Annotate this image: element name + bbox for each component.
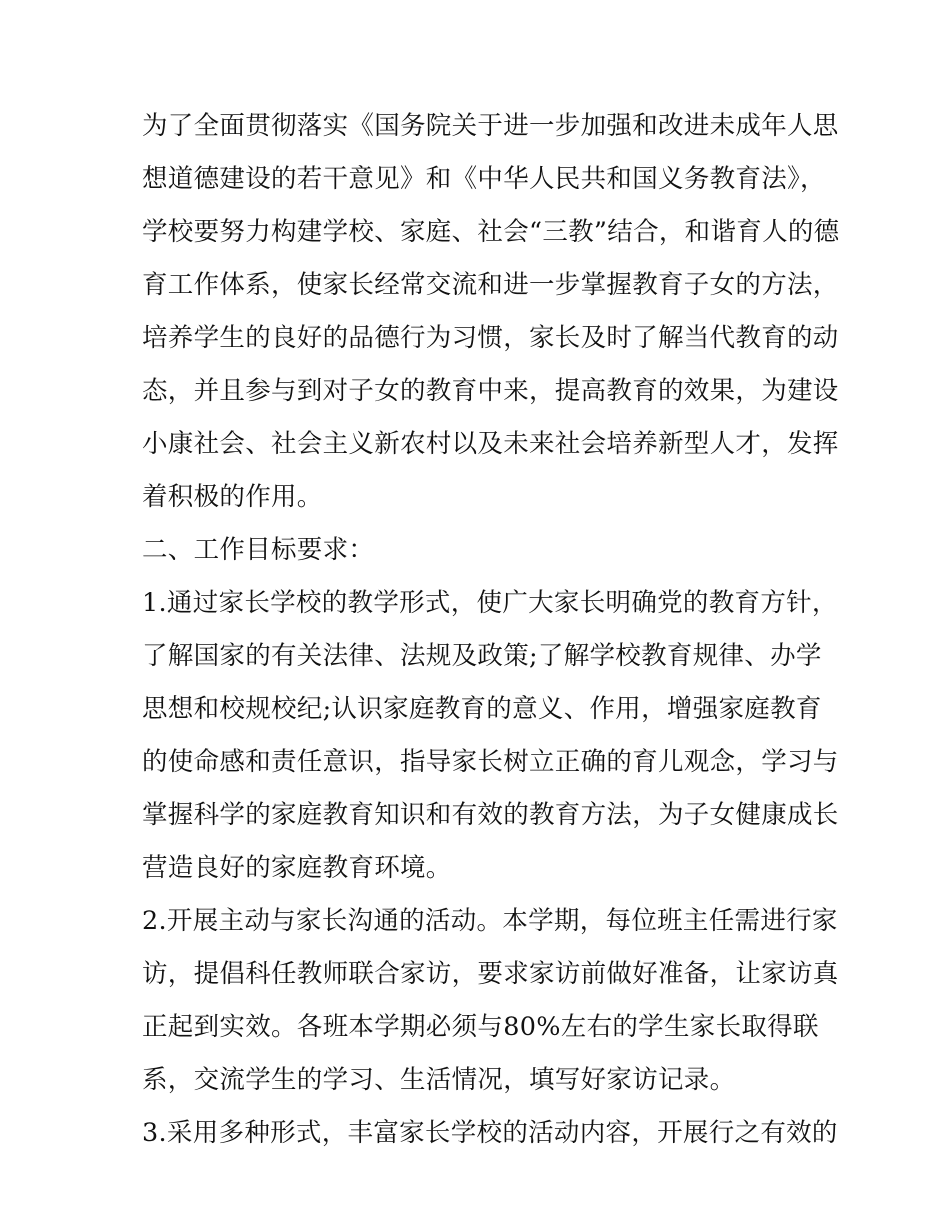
item-1-line-5: 掌握科学的家庭教育知识和有效的教育方法，为子女健康成长 <box>142 800 839 830</box>
intro-line-4: 育工作体系，使家长经常交流和进一步掌握教育子女的方法， <box>142 270 839 300</box>
item-2-line-4: 系，交流学生的学习、生活情况，填写好家访记录。 <box>142 1065 736 1095</box>
item-1-line-6: 营造良好的家庭教育环境。 <box>142 853 452 883</box>
intro-line-6: 态，并且参与到对子女的教育中来，提高教育的效果，为建设 <box>142 376 839 406</box>
item-1-line-4: 的使命感和责任意识，指导家长树立正确的育儿观念，学习与 <box>142 747 839 777</box>
intro-line-2: 想道德建设的若干意见》和《中华人民共和国义务教育法》， <box>142 164 826 194</box>
document-body <box>142 100 840 1160</box>
intro-line-5: 培养学生的良好的品德行为习惯，家长及时了解当代教育的动 <box>142 323 839 353</box>
intro-line-7: 小康社会、社会主义新农村以及未来社会培养新型人才，发挥 <box>142 429 839 459</box>
intro-line-8: 着积极的作用。 <box>142 482 323 512</box>
item-2-line-2: 访，提倡科任教师联合家访，要求家访前做好准备，让家访真 <box>142 959 839 989</box>
intro-line-1: 为了全面贯彻落实《国务院关于进一步加强和改进未成年人思 <box>142 111 839 141</box>
item-2-line-3: 正起到实效。各班本学期必须与80%左右的学生家长取得联 <box>142 1012 819 1042</box>
intro-line-3: 学校要努力构建学校、家庭、社会“三教”结合，和谐育人的德 <box>142 217 840 247</box>
item-3-line-1: 3.采用多种形式，丰富家长学校的活动内容，开展行之有效的 <box>142 1118 838 1148</box>
item-1-line-1: 1.通过家长学校的教学形式，使广大家长明确党的教育方针， <box>142 588 838 618</box>
item-1-line-2: 了解国家的有关法律、法规及政策;了解学校教育规律、办学 <box>142 641 822 671</box>
item-1-line-3: 思想和校规校纪;认识家庭教育的意义、作用，增强家庭教育 <box>142 694 822 724</box>
section-heading: 二、工作目标要求： <box>142 535 375 565</box>
item-2-line-1: 2.开展主动与家长沟通的活动。本学期，每位班主任需进行家 <box>142 906 838 936</box>
